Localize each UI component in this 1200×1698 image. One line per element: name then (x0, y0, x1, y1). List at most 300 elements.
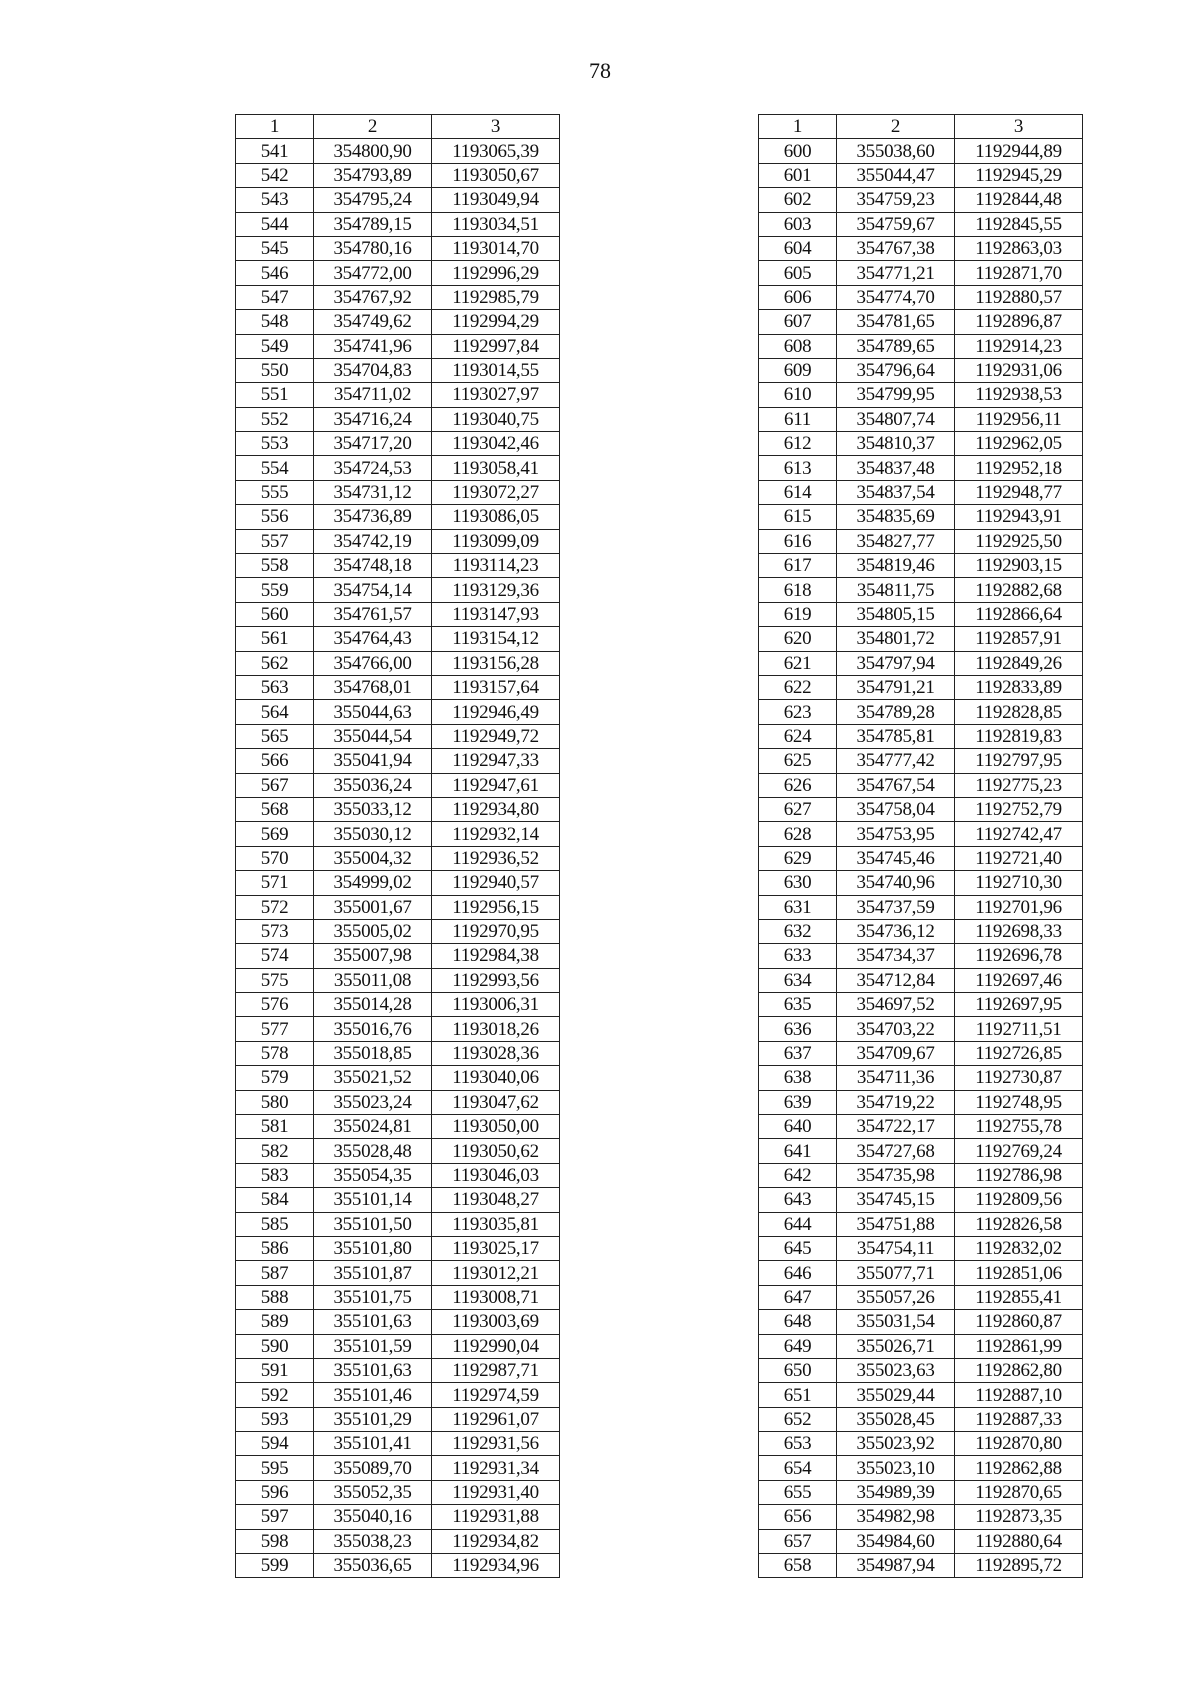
y-coordinate-cell: 1192903,15 (955, 554, 1083, 578)
x-coordinate-cell: 354796,64 (837, 358, 955, 382)
y-coordinate-cell: 1193003,69 (432, 1310, 560, 1334)
x-coordinate-cell: 355044,54 (314, 724, 432, 748)
x-coordinate-cell: 355001,67 (314, 895, 432, 919)
x-coordinate-cell: 355011,08 (314, 968, 432, 992)
table-row (236, 675, 560, 699)
table-row (759, 261, 1083, 285)
x-coordinate-cell: 354800,90 (314, 139, 432, 163)
y-coordinate-cell: 1192934,96 (432, 1554, 560, 1578)
point-number-cell: 565 (236, 724, 314, 748)
y-coordinate-cell: 1192730,87 (955, 1066, 1083, 1090)
point-number-cell: 623 (759, 700, 837, 724)
point-number-cell: 645 (759, 1236, 837, 1260)
y-coordinate-cell: 1192862,88 (955, 1456, 1083, 1480)
point-number-cell: 557 (236, 529, 314, 553)
table-row (236, 1432, 560, 1456)
point-number-cell: 647 (759, 1285, 837, 1309)
y-coordinate-cell: 1193099,09 (432, 529, 560, 553)
x-coordinate-cell: 354781,65 (837, 310, 955, 334)
point-number-cell: 560 (236, 602, 314, 626)
x-coordinate-cell: 354722,17 (837, 1115, 955, 1139)
x-coordinate-cell: 354811,75 (837, 578, 955, 602)
table-row (759, 310, 1083, 334)
point-number-cell: 627 (759, 797, 837, 821)
y-coordinate-cell: 1193034,51 (432, 212, 560, 236)
table-row (236, 310, 560, 334)
point-number-cell: 603 (759, 212, 837, 236)
y-coordinate-cell: 1192962,05 (955, 432, 1083, 456)
x-coordinate-cell: 354774,70 (837, 285, 955, 309)
table-row (236, 1066, 560, 1090)
x-coordinate-cell: 354805,15 (837, 602, 955, 626)
y-coordinate-cell: 1192895,72 (955, 1554, 1083, 1578)
y-coordinate-cell: 1193129,36 (432, 578, 560, 602)
x-coordinate-cell: 354982,98 (837, 1505, 955, 1529)
x-coordinate-cell: 354785,81 (837, 724, 955, 748)
x-coordinate-cell: 354719,22 (837, 1090, 955, 1114)
table-row (236, 968, 560, 992)
x-coordinate-cell: 354740,96 (837, 871, 955, 895)
y-coordinate-cell: 1192948,77 (955, 480, 1083, 504)
x-coordinate-cell: 355101,80 (314, 1236, 432, 1260)
y-coordinate-cell: 1192873,35 (955, 1505, 1083, 1529)
y-coordinate-cell: 1193114,23 (432, 554, 560, 578)
point-number-cell: 546 (236, 261, 314, 285)
x-coordinate-cell: 354797,94 (837, 651, 955, 675)
point-number-cell: 588 (236, 1285, 314, 1309)
point-number-cell: 654 (759, 1456, 837, 1480)
x-coordinate-cell: 355057,26 (837, 1285, 955, 1309)
x-coordinate-cell: 354835,69 (837, 505, 955, 529)
point-number-cell: 599 (236, 1554, 314, 1578)
point-number-cell: 585 (236, 1212, 314, 1236)
y-coordinate-cell: 1192896,87 (955, 310, 1083, 334)
table-row (236, 846, 560, 870)
x-coordinate-cell: 354753,95 (837, 822, 955, 846)
point-number-cell: 638 (759, 1066, 837, 1090)
point-number-cell: 639 (759, 1090, 837, 1114)
x-coordinate-cell: 355101,87 (314, 1261, 432, 1285)
point-number-cell: 563 (236, 675, 314, 699)
x-coordinate-cell: 354793,89 (314, 163, 432, 187)
column-header: 2 (314, 115, 432, 139)
x-coordinate-cell: 355007,98 (314, 944, 432, 968)
y-coordinate-cell: 1192710,30 (955, 871, 1083, 895)
x-coordinate-cell: 354749,62 (314, 310, 432, 334)
point-number-cell: 658 (759, 1554, 837, 1578)
point-number-cell: 653 (759, 1432, 837, 1456)
table-row (759, 358, 1083, 382)
x-coordinate-cell: 355101,63 (314, 1358, 432, 1382)
y-coordinate-cell: 1193086,05 (432, 505, 560, 529)
point-number-cell: 628 (759, 822, 837, 846)
point-number-cell: 614 (759, 480, 837, 504)
table-row (236, 1407, 560, 1431)
point-number-cell: 555 (236, 480, 314, 504)
table-row (236, 797, 560, 821)
point-number-cell: 605 (759, 261, 837, 285)
table-row (759, 1505, 1083, 1529)
y-coordinate-cell: 1193072,27 (432, 480, 560, 504)
x-coordinate-cell: 355014,28 (314, 993, 432, 1017)
point-number-cell: 657 (759, 1529, 837, 1553)
table-row (759, 383, 1083, 407)
table-row (759, 602, 1083, 626)
table-row (236, 529, 560, 553)
table-row (759, 1358, 1083, 1382)
point-number-cell: 591 (236, 1358, 314, 1382)
table-row (759, 163, 1083, 187)
y-coordinate-cell: 1192952,18 (955, 456, 1083, 480)
x-coordinate-cell: 354709,67 (837, 1041, 955, 1065)
table-row (236, 480, 560, 504)
point-number-cell: 602 (759, 188, 837, 212)
point-number-cell: 584 (236, 1188, 314, 1212)
y-coordinate-cell: 1193014,55 (432, 358, 560, 382)
x-coordinate-cell: 355101,50 (314, 1212, 432, 1236)
x-coordinate-cell: 354731,12 (314, 480, 432, 504)
table-row (759, 480, 1083, 504)
x-coordinate-cell: 354777,42 (837, 749, 955, 773)
point-number-cell: 655 (759, 1480, 837, 1504)
point-number-cell: 566 (236, 749, 314, 773)
table-row (236, 1090, 560, 1114)
x-coordinate-cell: 354703,22 (837, 1017, 955, 1041)
point-number-cell: 641 (759, 1139, 837, 1163)
x-coordinate-cell: 354745,15 (837, 1188, 955, 1212)
column-header: 3 (432, 115, 560, 139)
y-coordinate-cell: 1192769,24 (955, 1139, 1083, 1163)
table-row (759, 1383, 1083, 1407)
y-coordinate-cell: 1193050,00 (432, 1115, 560, 1139)
table-row (759, 432, 1083, 456)
y-coordinate-cell: 1192914,23 (955, 334, 1083, 358)
x-coordinate-cell: 354712,84 (837, 968, 955, 992)
point-number-cell: 581 (236, 1115, 314, 1139)
point-number-cell: 609 (759, 358, 837, 382)
table-row (759, 1285, 1083, 1309)
y-coordinate-cell: 1192931,56 (432, 1432, 560, 1456)
x-coordinate-cell: 355036,24 (314, 773, 432, 797)
x-coordinate-cell: 355041,94 (314, 749, 432, 773)
x-coordinate-cell: 354791,21 (837, 675, 955, 699)
table-row (759, 407, 1083, 431)
column-header: 1 (236, 115, 314, 139)
y-coordinate-cell: 1192949,72 (432, 724, 560, 748)
table-row (236, 1383, 560, 1407)
point-number-cell: 634 (759, 968, 837, 992)
y-coordinate-cell: 1193012,21 (432, 1261, 560, 1285)
x-coordinate-cell: 355023,24 (314, 1090, 432, 1114)
y-coordinate-cell: 1192828,85 (955, 700, 1083, 724)
table-row (759, 993, 1083, 1017)
x-coordinate-cell: 355044,47 (837, 163, 955, 187)
coordinates-table-left (235, 114, 560, 1578)
table-row (759, 1139, 1083, 1163)
table-row (759, 188, 1083, 212)
y-coordinate-cell: 1192697,46 (955, 968, 1083, 992)
table-row (759, 1188, 1083, 1212)
x-coordinate-cell: 354761,57 (314, 602, 432, 626)
x-coordinate-cell: 355028,45 (837, 1407, 955, 1431)
x-coordinate-cell: 355021,52 (314, 1066, 432, 1090)
point-number-cell: 621 (759, 651, 837, 675)
table-row (759, 139, 1083, 163)
point-number-cell: 550 (236, 358, 314, 382)
x-coordinate-cell: 354772,00 (314, 261, 432, 285)
x-coordinate-cell: 354734,37 (837, 944, 955, 968)
y-coordinate-cell: 1192880,57 (955, 285, 1083, 309)
table-row (236, 163, 560, 187)
table-row (759, 1212, 1083, 1236)
point-number-cell: 583 (236, 1163, 314, 1187)
y-coordinate-cell: 1192866,64 (955, 602, 1083, 626)
table-row (759, 1017, 1083, 1041)
x-coordinate-cell: 355030,12 (314, 822, 432, 846)
table-row (236, 212, 560, 236)
y-coordinate-cell: 1192775,23 (955, 773, 1083, 797)
table-row (236, 700, 560, 724)
point-number-cell: 541 (236, 139, 314, 163)
y-coordinate-cell: 1192871,70 (955, 261, 1083, 285)
y-coordinate-cell: 1193035,81 (432, 1212, 560, 1236)
x-coordinate-cell: 354767,54 (837, 773, 955, 797)
x-coordinate-cell: 354716,24 (314, 407, 432, 431)
table-row (759, 456, 1083, 480)
point-number-cell: 594 (236, 1432, 314, 1456)
table-row (759, 1407, 1083, 1431)
table-row (236, 822, 560, 846)
table-row (236, 383, 560, 407)
y-coordinate-cell: 1192947,33 (432, 749, 560, 773)
y-coordinate-cell: 1193154,12 (432, 627, 560, 651)
y-coordinate-cell: 1192698,33 (955, 919, 1083, 943)
point-number-cell: 552 (236, 407, 314, 431)
x-coordinate-cell: 354766,00 (314, 651, 432, 675)
x-coordinate-cell: 355029,44 (837, 1383, 955, 1407)
y-coordinate-cell: 1192696,78 (955, 944, 1083, 968)
point-number-cell: 650 (759, 1358, 837, 1382)
point-number-cell: 612 (759, 432, 837, 456)
y-coordinate-cell: 1192870,65 (955, 1480, 1083, 1504)
x-coordinate-cell: 354795,24 (314, 188, 432, 212)
point-number-cell: 604 (759, 236, 837, 260)
table-row (236, 505, 560, 529)
table-row (759, 1041, 1083, 1065)
y-coordinate-cell: 1192990,04 (432, 1334, 560, 1358)
point-number-cell: 644 (759, 1212, 837, 1236)
x-coordinate-cell: 354810,37 (837, 432, 955, 456)
y-coordinate-cell: 1192851,06 (955, 1261, 1083, 1285)
point-number-cell: 616 (759, 529, 837, 553)
table-row (759, 1236, 1083, 1260)
table-row (759, 651, 1083, 675)
table-row (759, 797, 1083, 821)
column-header: 3 (955, 115, 1083, 139)
table-row (759, 846, 1083, 870)
table-row (236, 1115, 560, 1139)
table-row (759, 1480, 1083, 1504)
y-coordinate-cell: 1193040,75 (432, 407, 560, 431)
table-row (759, 285, 1083, 309)
point-number-cell: 635 (759, 993, 837, 1017)
y-coordinate-cell: 1192934,82 (432, 1529, 560, 1553)
table-row (759, 773, 1083, 797)
point-number-cell: 643 (759, 1188, 837, 1212)
x-coordinate-cell: 354741,96 (314, 334, 432, 358)
y-coordinate-cell: 1193046,03 (432, 1163, 560, 1187)
y-coordinate-cell: 1193028,36 (432, 1041, 560, 1065)
y-coordinate-cell: 1192961,07 (432, 1407, 560, 1431)
table-row (236, 285, 560, 309)
x-coordinate-cell: 355101,59 (314, 1334, 432, 1358)
y-coordinate-cell: 1192887,10 (955, 1383, 1083, 1407)
coordinates-table-right (758, 114, 1083, 1578)
point-number-cell: 651 (759, 1383, 837, 1407)
point-number-cell: 629 (759, 846, 837, 870)
point-number-cell: 593 (236, 1407, 314, 1431)
table-row (759, 334, 1083, 358)
point-number-cell: 637 (759, 1041, 837, 1065)
y-coordinate-cell: 1192882,68 (955, 578, 1083, 602)
table-row (236, 1456, 560, 1480)
point-number-cell: 577 (236, 1017, 314, 1041)
point-number-cell: 636 (759, 1017, 837, 1041)
point-number-cell: 624 (759, 724, 837, 748)
x-coordinate-cell: 354704,83 (314, 358, 432, 382)
table-header-row (236, 115, 560, 139)
table-row (759, 1261, 1083, 1285)
table-row (759, 1090, 1083, 1114)
table-row (759, 529, 1083, 553)
x-coordinate-cell: 355040,16 (314, 1505, 432, 1529)
column-header: 1 (759, 115, 837, 139)
point-number-cell: 630 (759, 871, 837, 895)
x-coordinate-cell: 354727,68 (837, 1139, 955, 1163)
point-number-cell: 562 (236, 651, 314, 675)
x-coordinate-cell: 354789,28 (837, 700, 955, 724)
point-number-cell: 556 (236, 505, 314, 529)
y-coordinate-cell: 1192994,29 (432, 310, 560, 334)
x-coordinate-cell: 355052,35 (314, 1480, 432, 1504)
table-row (759, 554, 1083, 578)
x-coordinate-cell: 354827,77 (837, 529, 955, 553)
point-number-cell: 567 (236, 773, 314, 797)
point-number-cell: 547 (236, 285, 314, 309)
point-number-cell: 652 (759, 1407, 837, 1431)
x-coordinate-cell: 355018,85 (314, 1041, 432, 1065)
y-coordinate-cell: 1192726,85 (955, 1041, 1083, 1065)
y-coordinate-cell: 1192826,58 (955, 1212, 1083, 1236)
y-coordinate-cell: 1192984,38 (432, 944, 560, 968)
table-row (759, 505, 1083, 529)
y-coordinate-cell: 1192934,80 (432, 797, 560, 821)
x-coordinate-cell: 354758,04 (837, 797, 955, 821)
table-row (236, 1358, 560, 1382)
table-row (236, 407, 560, 431)
point-number-cell: 590 (236, 1334, 314, 1358)
y-coordinate-cell: 1192944,89 (955, 139, 1083, 163)
point-number-cell: 613 (759, 456, 837, 480)
x-coordinate-cell: 355044,63 (314, 700, 432, 724)
y-coordinate-cell: 1192943,91 (955, 505, 1083, 529)
y-coordinate-cell: 1192849,26 (955, 651, 1083, 675)
y-coordinate-cell: 1192863,03 (955, 236, 1083, 260)
y-coordinate-cell: 1193048,27 (432, 1188, 560, 1212)
y-coordinate-cell: 1192956,15 (432, 895, 560, 919)
point-number-cell: 551 (236, 383, 314, 407)
table-row (236, 919, 560, 943)
point-number-cell: 600 (759, 139, 837, 163)
y-coordinate-cell: 1192797,95 (955, 749, 1083, 773)
point-number-cell: 648 (759, 1310, 837, 1334)
x-coordinate-cell: 355101,75 (314, 1285, 432, 1309)
y-coordinate-cell: 1193058,41 (432, 456, 560, 480)
y-coordinate-cell: 1192985,79 (432, 285, 560, 309)
table-row (236, 1310, 560, 1334)
table-row (236, 1212, 560, 1236)
y-coordinate-cell: 1193006,31 (432, 993, 560, 1017)
x-coordinate-cell: 355004,32 (314, 846, 432, 870)
point-number-cell: 592 (236, 1383, 314, 1407)
point-number-cell: 543 (236, 188, 314, 212)
table-header-row (759, 115, 1083, 139)
x-coordinate-cell: 354711,02 (314, 383, 432, 407)
y-coordinate-cell: 1192931,34 (432, 1456, 560, 1480)
y-coordinate-cell: 1193018,26 (432, 1017, 560, 1041)
y-coordinate-cell: 1192996,29 (432, 261, 560, 285)
table-row (759, 1554, 1083, 1578)
point-number-cell: 573 (236, 919, 314, 943)
x-coordinate-cell: 355023,63 (837, 1358, 955, 1382)
y-coordinate-cell: 1192809,56 (955, 1188, 1083, 1212)
y-coordinate-cell: 1192833,89 (955, 675, 1083, 699)
point-number-cell: 640 (759, 1115, 837, 1139)
x-coordinate-cell: 354711,36 (837, 1066, 955, 1090)
table-row (236, 1505, 560, 1529)
point-number-cell: 656 (759, 1505, 837, 1529)
y-coordinate-cell: 1192931,06 (955, 358, 1083, 382)
point-number-cell: 569 (236, 822, 314, 846)
point-number-cell: 574 (236, 944, 314, 968)
table-row (759, 1163, 1083, 1187)
y-coordinate-cell: 1192742,47 (955, 822, 1083, 846)
y-coordinate-cell: 1193025,17 (432, 1236, 560, 1260)
point-number-cell: 622 (759, 675, 837, 699)
y-coordinate-cell: 1192945,29 (955, 163, 1083, 187)
table-row (236, 432, 560, 456)
x-coordinate-cell: 355101,41 (314, 1432, 432, 1456)
table-row (236, 456, 560, 480)
point-number-cell: 626 (759, 773, 837, 797)
y-coordinate-cell: 1193008,71 (432, 1285, 560, 1309)
table-row (236, 358, 560, 382)
x-coordinate-cell: 354768,01 (314, 675, 432, 699)
table-row (759, 1432, 1083, 1456)
point-number-cell: 631 (759, 895, 837, 919)
table-row (759, 822, 1083, 846)
x-coordinate-cell: 355005,02 (314, 919, 432, 943)
x-coordinate-cell: 354984,60 (837, 1529, 955, 1553)
table-row (759, 1066, 1083, 1090)
table-row (759, 724, 1083, 748)
y-coordinate-cell: 1192752,79 (955, 797, 1083, 821)
point-number-cell: 619 (759, 602, 837, 626)
table-row (236, 1480, 560, 1504)
point-number-cell: 618 (759, 578, 837, 602)
y-coordinate-cell: 1192925,50 (955, 529, 1083, 553)
table-row (759, 968, 1083, 992)
